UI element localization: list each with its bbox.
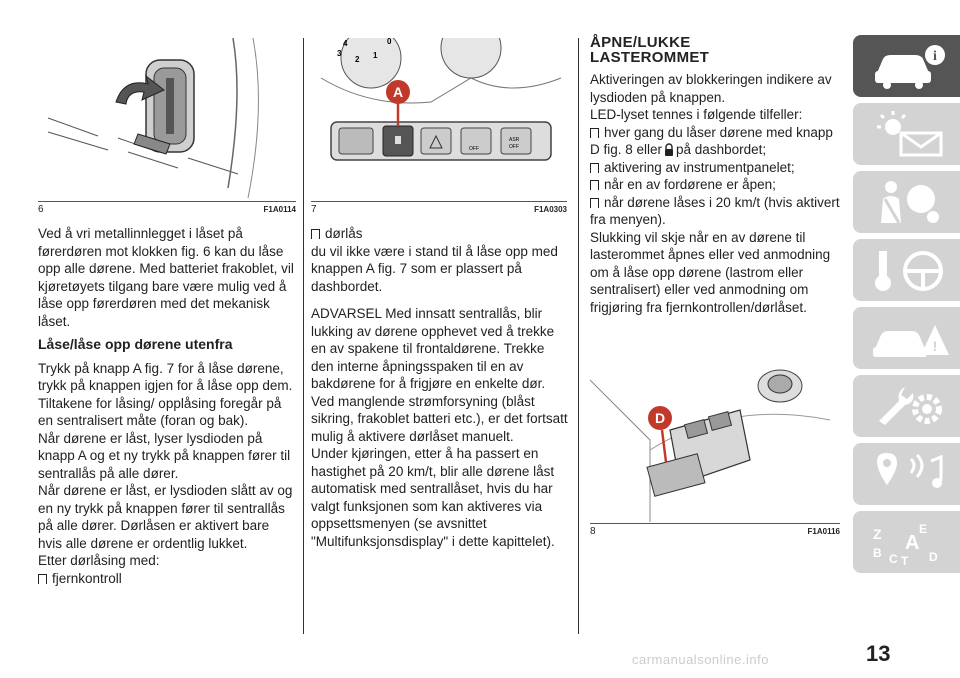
dial-number: 4	[343, 39, 348, 48]
dial-number: 1	[373, 51, 378, 60]
svg-text:Z: Z	[873, 526, 882, 542]
chapter-tab-index[interactable]	[853, 511, 960, 573]
dial-number: 0	[387, 38, 392, 46]
section-title: ÅPNE/LUKKE LASTEROMMET	[590, 34, 710, 66]
lock-icon	[664, 143, 674, 156]
svg-text:T: T	[901, 554, 909, 565]
door-lock-illustration	[38, 38, 296, 200]
text-column-2	[311, 225, 569, 550]
text-column-1	[38, 225, 296, 587]
paragraph: Slukking vil skje når en av dørene til lasterommet åpnes eller ved anmodning om å låse opp dørene (lastrom eller sentralisert) eller ved anmodning om frigjøring fra fjernkontrollen/dørlåset.	[590, 229, 831, 315]
svg-text:D: D	[929, 550, 938, 564]
svg-text:B: B	[873, 546, 882, 560]
paragraph: Når dørene er låst, lyser lysdioden på knapp A og et ny trykk på knappen fører til sentrallås på alle dører.	[38, 430, 291, 481]
list-item: fjernkontroll	[38, 570, 296, 588]
warning-lights-message-icon	[871, 111, 949, 157]
chapter-tab-starting-driving[interactable]	[853, 239, 960, 301]
list-item: dørlås	[311, 225, 569, 243]
list-item: aktivering av instrumentpanelet;	[590, 159, 842, 177]
callout-label-d: D	[654, 410, 666, 426]
chapter-tab-maintenance[interactable]	[853, 375, 960, 437]
text-column-3	[590, 35, 842, 316]
paragraph: Trykk på knapp A fig. 7 for å låse dørene, trykk på knappen igjen for å låse opp dem. Tiltakene for låsing/ opplåsing foregår på en sentralisert måte (foran og bak).	[38, 360, 293, 428]
bullet-icon	[590, 128, 599, 138]
paragraph: Når dørene er låst, er lysdioden slått av og en ny trykk på knappen fører til sentrallås på alle dører. Dørlåsen er aktivert bare hvis alle dørene er ordentlig lukket.	[38, 483, 293, 551]
figure-7	[311, 38, 567, 216]
list-item: når en av fordørene er åpen;	[590, 176, 842, 194]
column-separator	[303, 38, 304, 634]
multimedia-icon	[871, 451, 949, 497]
paragraph: du vil ikke være i stand til å låse opp med knappen A fig. 7 som er plassert på dashbordet.	[311, 243, 558, 294]
paragraph: Etter dørlåsing med:	[38, 553, 160, 568]
bullet-icon	[38, 574, 47, 584]
window-switch-panel-illustration	[590, 360, 840, 522]
paragraph: ADVARSEL Med innsatt sentrallås, blir lukking av dørene opphevet ved å trekke en av spakene til frontaldørene. Trekke den interne åpningsspaken til en av bakdørene for å frigjøre en enkelte dør.	[311, 306, 555, 391]
bullet-icon	[590, 163, 599, 173]
bullet-icon	[311, 229, 320, 239]
paragraph: Aktiveringen av blokkeringen indikere av lysdioden på knappen.	[590, 72, 832, 105]
figure-code: F1A0303	[534, 204, 567, 214]
button-label: ASR	[509, 137, 520, 143]
page-number: 13	[866, 641, 891, 666]
bullet-icon	[590, 180, 599, 190]
chapter-tab-safety[interactable]	[853, 171, 960, 233]
chapter-tab-multimedia[interactable]	[853, 443, 960, 505]
figure-code: F1A0114	[263, 204, 296, 214]
svg-text:!: !	[932, 338, 938, 354]
wrench-gear-icon	[871, 383, 949, 429]
chapter-tab-emergency[interactable]	[853, 307, 960, 369]
dial-number: 2	[355, 55, 360, 64]
seatbelt-airbag-icon	[871, 179, 949, 225]
car-info-icon	[871, 43, 949, 89]
button-label: OFF	[509, 144, 519, 150]
alphabetical-index-icon	[871, 519, 949, 565]
paragraph: Under kjøringen, etter å ha passert en hastighet på 20 km/t, blir alle dørene låst automatisk med sentrallåset, hvis du har valgt funksjonen som kan aktiveres via oppsettsmenyen (se avsnittet "Multifunksjonsdisplay" i dette kapittelet).	[311, 446, 555, 549]
figure-number: 6	[38, 203, 44, 215]
paragraph: Ved manglende strømforsyning (blåst sikring, frakoblet batteri etc.), er det fortsatt mulig å aktivere dørlåset manuelt.	[311, 393, 568, 444]
figure-code: F1A0116	[807, 526, 840, 536]
svg-text:C: C	[889, 552, 898, 565]
chapter-tab-warning-lights[interactable]	[853, 103, 960, 165]
figure-6-caption	[38, 201, 296, 216]
bullet-icon	[590, 198, 599, 208]
svg-text:A: A	[905, 532, 920, 554]
figure-7-caption	[311, 201, 567, 216]
dashboard-buttons-illustration	[311, 38, 567, 200]
column-separator	[578, 38, 579, 634]
list-item: hver gang du låser dørene med knapp D fig. 8 eller på dashbordet;	[590, 124, 833, 157]
figure-number: 7	[311, 203, 317, 215]
figure-8	[590, 360, 840, 538]
paragraph: LED-lyset tennes i følgende tilfeller:	[590, 107, 803, 122]
dial-number: 3	[337, 49, 342, 58]
list-item: når dørene låses i 20 km/t (hvis aktivert fra menyen).	[590, 194, 840, 227]
paragraph: Ved å vri metallinnlegget i låset på førerdøren mot klokken fig. 6 kan du låse opp alle dørene. Med batteriet frakoblet, vil kjøretøyets tilgang bare være mulig ved å låse opp førerdøren med det mekanisk låset.	[38, 226, 294, 329]
key-steering-wheel-icon	[871, 247, 949, 293]
figure-number: 8	[590, 525, 596, 537]
section-heading: Låse/låse opp dørene utenfra	[38, 336, 233, 352]
svg-text:E: E	[919, 522, 928, 536]
svg-text:i: i	[933, 49, 937, 64]
figure-6	[38, 38, 296, 216]
callout-label-a: A	[392, 84, 404, 100]
button-label: OFF	[469, 146, 479, 152]
watermark-footer: carmanualsonline.info	[632, 652, 769, 667]
car-breakdown-icon	[871, 315, 949, 361]
chapter-tab-vehicle-info[interactable]	[853, 35, 960, 97]
figure-8-caption	[590, 523, 840, 538]
